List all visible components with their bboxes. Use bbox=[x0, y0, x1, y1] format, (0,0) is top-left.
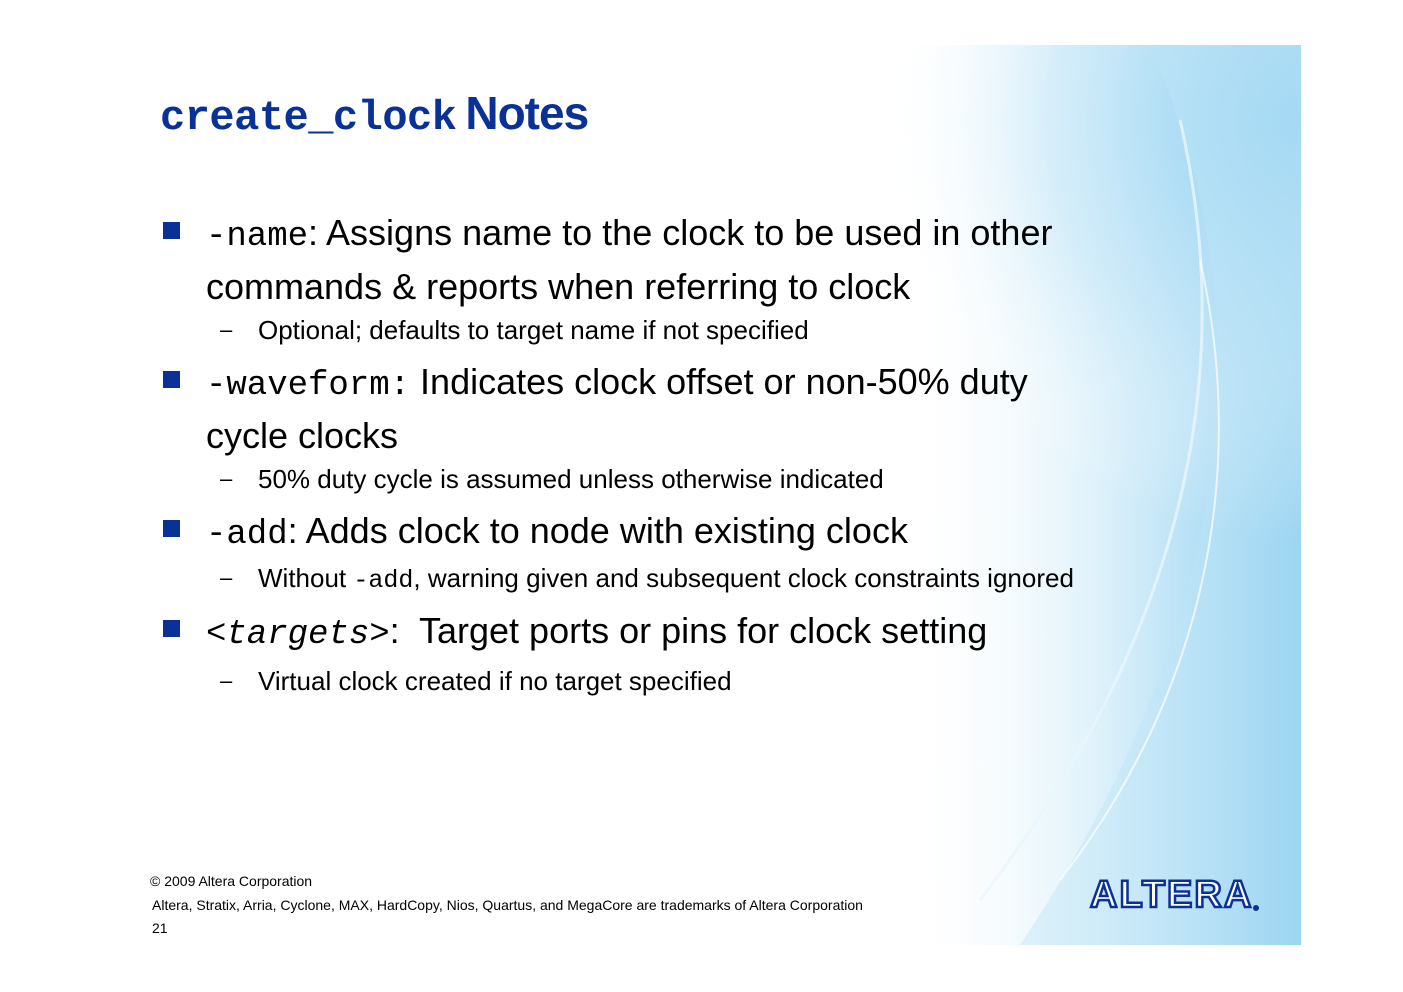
bullet-text-continued: cycle clocks bbox=[206, 415, 399, 456]
option-code: -add bbox=[206, 516, 288, 554]
dash-bullet-icon: – bbox=[220, 565, 233, 590]
logo-dot-icon bbox=[1253, 905, 1259, 911]
option-code: -name bbox=[206, 218, 309, 256]
footer-copyright: © 2009 Altera Corporation bbox=[150, 873, 313, 889]
sub-item bbox=[220, 561, 1258, 598]
dash-bullet-icon: – bbox=[220, 668, 233, 693]
option-code: <targets> bbox=[206, 616, 390, 654]
sub-item-text: 50% duty cycle is assumed unless otherwise indicated bbox=[258, 464, 884, 494]
sub-item bbox=[220, 313, 1258, 347]
square-bullet-icon bbox=[163, 371, 180, 388]
sub-item-code: -add bbox=[353, 566, 414, 595]
bullet-item-targets bbox=[206, 606, 1206, 660]
title-word: Notes bbox=[465, 87, 589, 139]
bullet-item-waveform bbox=[206, 357, 1206, 461]
slide-title bbox=[160, 86, 588, 142]
bullet-text: Indicates clock offset or non-50% duty bbox=[410, 361, 1028, 402]
logo-wordmark: ALTERA bbox=[1090, 874, 1254, 916]
square-bullet-icon bbox=[163, 222, 180, 239]
square-bullet-icon bbox=[163, 520, 180, 537]
bullet-text: : Adds clock to node with existing clock bbox=[287, 510, 908, 551]
square-bullet-icon bbox=[163, 620, 180, 637]
dash-bullet-icon: – bbox=[220, 466, 233, 491]
sub-item bbox=[220, 664, 1258, 698]
sub-item-text-pre: Without bbox=[258, 563, 354, 593]
bullet-item-name bbox=[206, 208, 1206, 312]
bullet-text: : Assigns name to the clock to be used in other bbox=[308, 212, 1053, 253]
altera-logo bbox=[1090, 875, 1265, 915]
sub-item-text: Optional; defaults to target name if not specified bbox=[258, 315, 809, 345]
sub-item bbox=[220, 462, 1258, 496]
option-code: -waveform: bbox=[206, 367, 411, 405]
bullet-text: : Target ports or pins for clock setting bbox=[389, 610, 988, 651]
dash-bullet-icon: – bbox=[220, 317, 233, 342]
page-number: 21 bbox=[152, 920, 168, 936]
footer-trademarks: Altera, Stratix, Arria, Cyclone, MAX, HardCopy, Nios, Quartus, and MegaCore are trademarks of Altera Corporation bbox=[152, 897, 863, 913]
bullet-item-add bbox=[206, 506, 1206, 560]
sub-item-text: Virtual clock created if no target specified bbox=[258, 666, 732, 696]
bullet-text-continued: commands & reports when referring to clock bbox=[206, 266, 911, 307]
title-code: create_clock bbox=[160, 94, 457, 142]
sub-item-text-post: , warning given and subsequent clock constraints ignored bbox=[413, 563, 1074, 593]
